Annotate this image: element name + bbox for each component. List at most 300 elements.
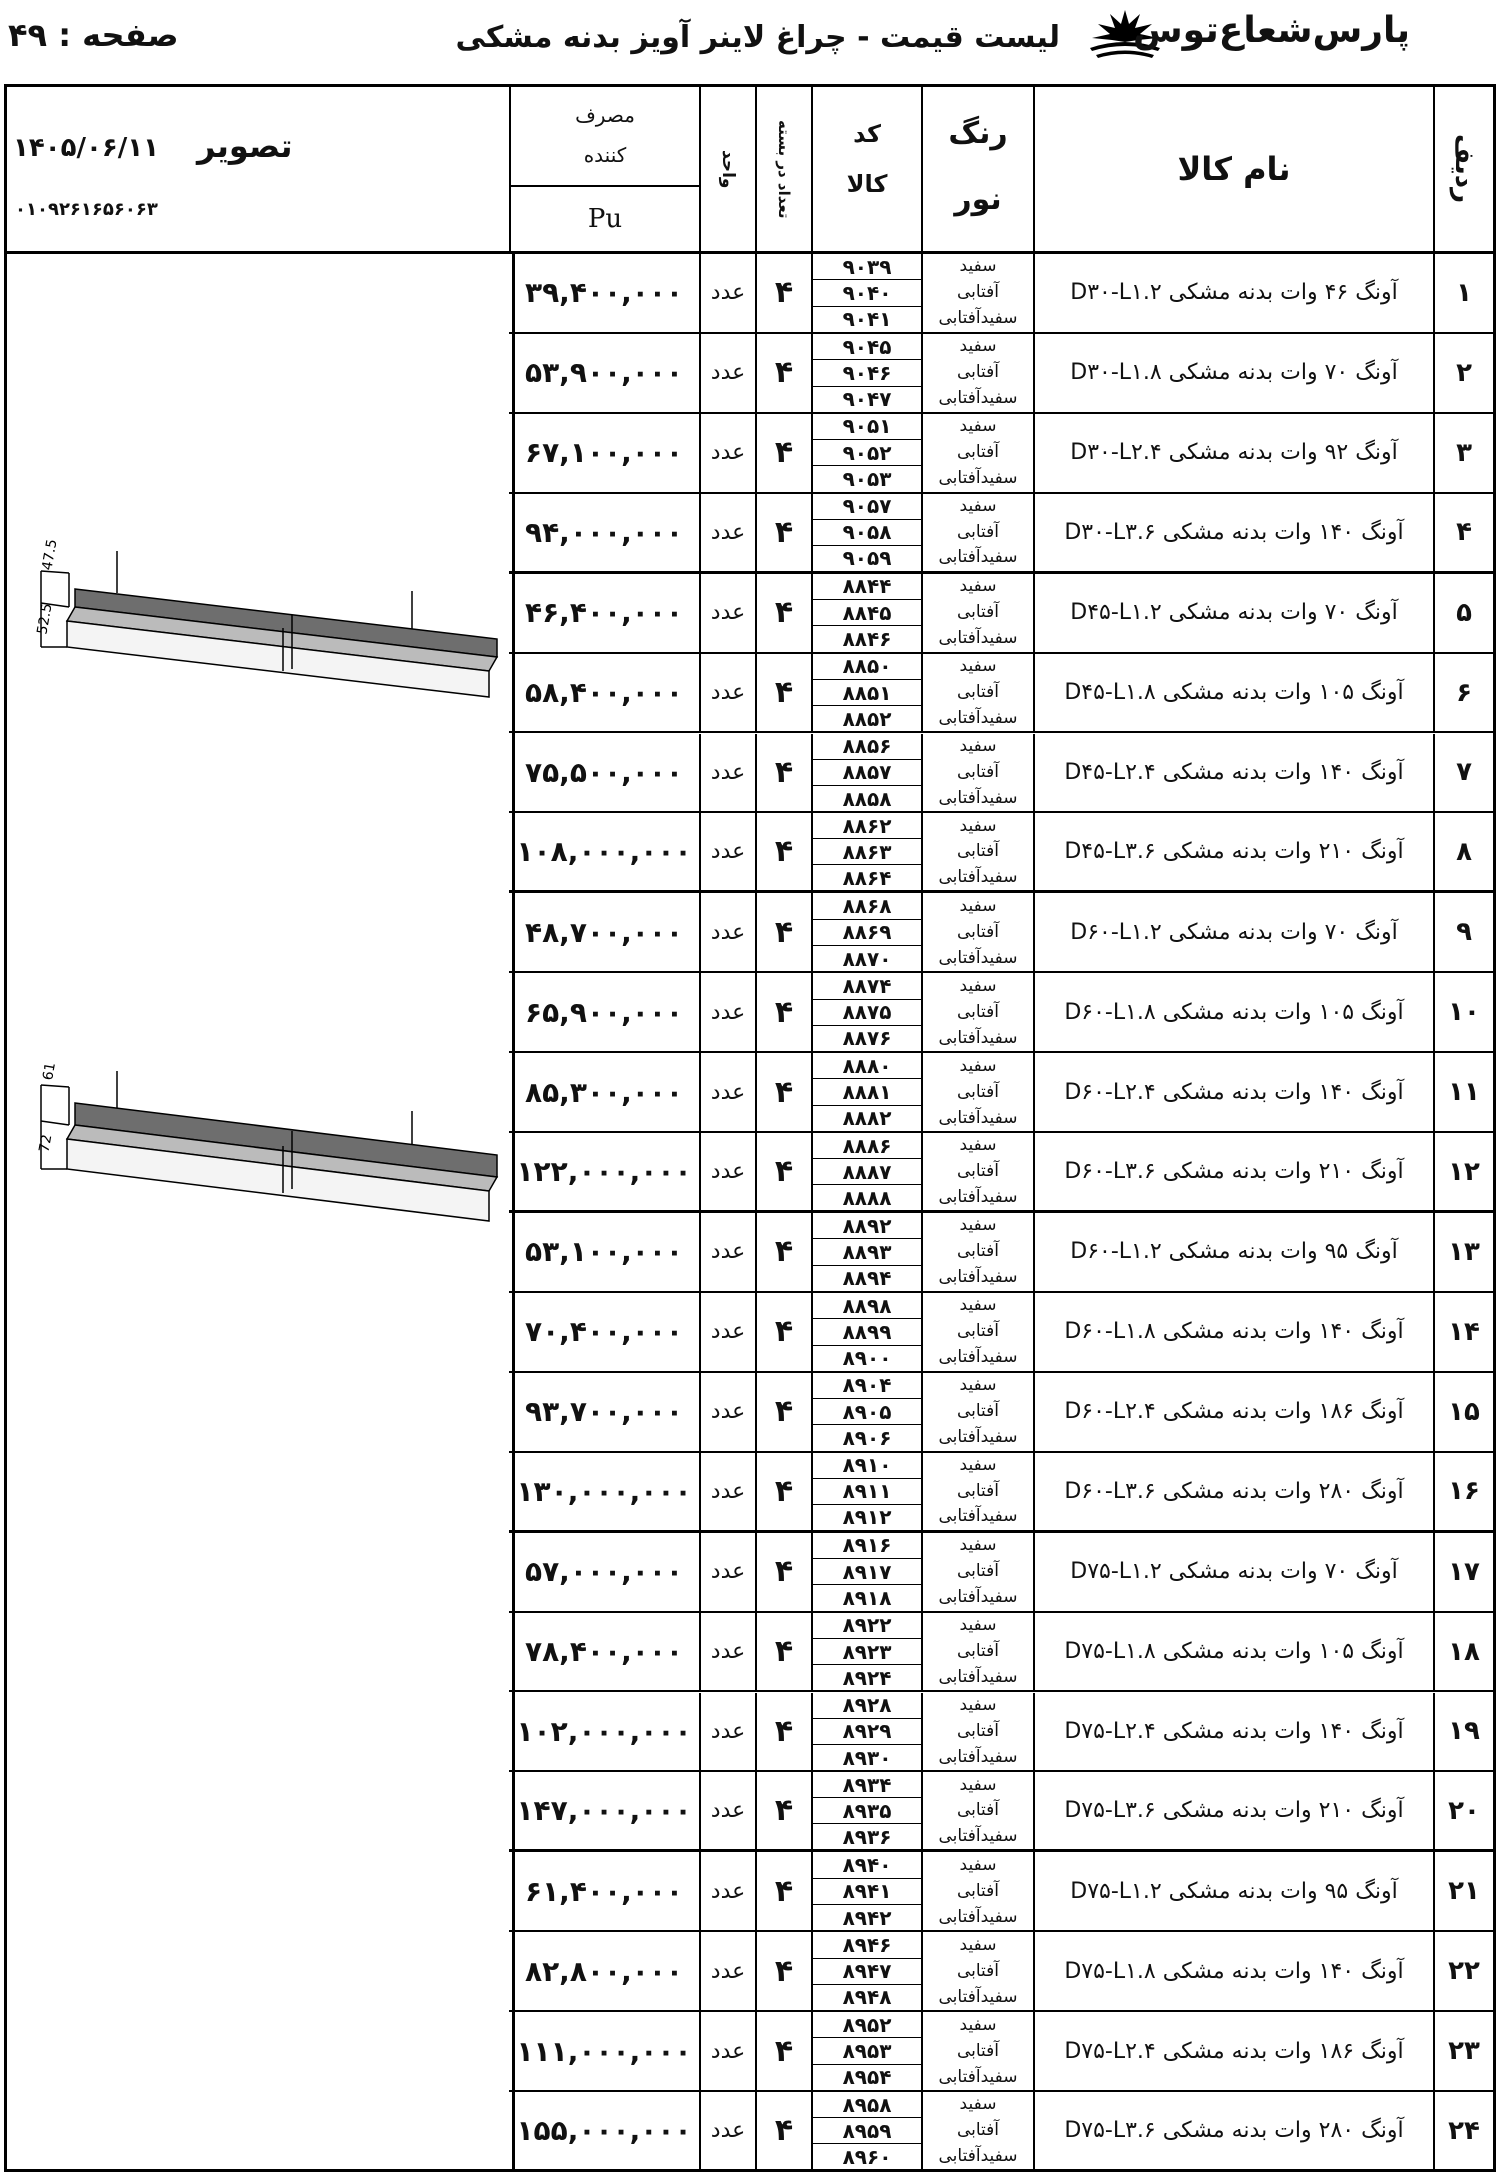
product-code: ۸۸۷۵ (813, 1000, 921, 1026)
product-name: آونگ ۷۰ وات بدنه مشکی D۷۵-L۱.۲ (1033, 1533, 1433, 1611)
product-name: آونگ ۱۴۰ وات بدنه مشکی D۷۵-L۲.۴ (1033, 1693, 1433, 1771)
unit: عدد (699, 1213, 755, 1291)
product-code: ۸۸۵۰ (813, 654, 921, 680)
table-body (7, 251, 1493, 2169)
product-code: ۸۸۶۴ (842, 865, 892, 890)
product-code: ۸۹۳۶ (842, 1824, 892, 1849)
light-color-list (921, 1852, 1033, 1930)
product-code-label-2: کالا (846, 170, 888, 198)
product-code: ۸۹۵۹ (813, 2118, 921, 2144)
light-color-option: آفتابی (956, 1561, 1000, 1582)
light-color-list (921, 734, 1033, 812)
consumer-price: ۸۵,۳۰۰,۰۰۰ (525, 1075, 683, 1109)
unit: عدد (699, 893, 755, 971)
product-code: ۸۸۶۲ (813, 813, 921, 839)
consumer-price: ۱۳۰,۰۰۰,۰۰۰ (516, 1474, 692, 1508)
product-code: ۸۸۶۳ (813, 839, 921, 865)
light-color-option: سفید (959, 1694, 997, 1715)
consumer-price: ۷۸,۴۰۰,۰۰۰ (525, 1635, 683, 1669)
table-row (509, 1053, 1493, 1133)
row-number: ۱۱ (1433, 1053, 1493, 1131)
product-code: ۸۹۳۰ (842, 1745, 892, 1770)
table-row (509, 2092, 1493, 2172)
product-code: ۹۰۴۷ (842, 387, 892, 412)
product-code-list (811, 1932, 921, 2010)
row-number: ۶ (1433, 654, 1493, 732)
consumer-price: ۹۴,۰۰۰,۰۰۰ (525, 515, 683, 549)
consumer-price: ۶۷,۱۰۰,۰۰۰ (525, 436, 683, 470)
light-color-list (921, 2092, 1033, 2169)
header-light-color (921, 87, 1033, 251)
product-code-list (811, 2012, 921, 2090)
header-product-name: نام کالا (1033, 87, 1433, 251)
brand-logo (1080, 4, 1410, 64)
product-code: ۸۹۰۰ (842, 1346, 892, 1371)
light-color-option: سفیدآفتابی (938, 628, 1018, 649)
light-color-option: سفید (959, 496, 997, 517)
table-row (509, 1852, 1493, 1932)
product-name: آونگ ۲۱۰ وات بدنه مشکی D۴۵-L۳.۶ (1033, 813, 1433, 890)
unit: عدد (699, 1932, 755, 2010)
consumer-price: ۵۳,۱۰۰,۰۰۰ (525, 1235, 683, 1269)
row-number: ۱۲ (1433, 1133, 1493, 1210)
light-color-list (921, 893, 1033, 971)
product-name: آونگ ۹۲ وات بدنه مشکی D۳۰-L۲.۴ (1033, 414, 1433, 492)
light-color-option: آفتابی (956, 2040, 1000, 2061)
product-code-label-1: کد (853, 120, 881, 148)
product-code: ۹۰۳۹ (813, 254, 921, 280)
row-number: ۵ (1433, 574, 1493, 652)
product-name: آونگ ۱۰۵ وات بدنه مشکی D۶۰-L۱.۸ (1033, 973, 1433, 1051)
product-code-list (811, 1453, 921, 1530)
unit: عدد (699, 973, 755, 1051)
light-color-option: آفتابی (956, 921, 1000, 942)
light-color-option: سفیدآفتابی (938, 1107, 1018, 1128)
light-color-option: آفتابی (956, 1161, 1000, 1182)
product-code: ۸۹۰۴ (813, 1373, 921, 1399)
light-color-option: سفید (959, 656, 997, 677)
consumer-price: ۱۰۸,۰۰۰,۰۰۰ (516, 835, 692, 869)
unit: عدد (699, 414, 755, 492)
product-name: آونگ ۲۸۰ وات بدنه مشکی D۷۵-L۳.۶ (1033, 2092, 1433, 2169)
product-code-list (811, 334, 921, 412)
consumer-price: ۷۰,۴۰۰,۰۰۰ (525, 1315, 683, 1349)
product-code: ۸۸۷۰ (842, 946, 892, 971)
product-code-list (811, 973, 921, 1051)
product-name: آونگ ۱۴۰ وات بدنه مشکی D۴۵-L۲.۴ (1033, 734, 1433, 812)
row-number: ۲۱ (1433, 1852, 1493, 1930)
light-color-list (921, 1613, 1033, 1691)
light-color-option: سفیدآفتابی (938, 2145, 1018, 2166)
product-code-list (811, 1533, 921, 1611)
product-code-list (811, 574, 921, 652)
light-color-option: سفیدآفتابی (938, 2066, 1018, 2087)
product-code-list (811, 1373, 921, 1451)
light-color-option: سفیدآفتابی (938, 547, 1018, 568)
light-color-option: سفید (959, 1135, 997, 1156)
page-number: صفحه : ۴۹ (8, 16, 179, 54)
row-number: ۱۵ (1433, 1373, 1493, 1451)
light-color-label-2: نور (954, 182, 1002, 217)
light-color-list (921, 1293, 1033, 1371)
product-code-list (811, 893, 921, 971)
pack-count: ۴ (755, 2092, 811, 2169)
row-number: ۱۶ (1433, 1453, 1493, 1530)
row-number: ۲۴ (1433, 2092, 1493, 2169)
light-color-option: آفتابی (956, 841, 1000, 862)
product-code: ۸۸۵۱ (813, 680, 921, 706)
consumer-price: ۳۹,۴۰۰,۰۰۰ (525, 276, 683, 310)
brand-name: پارس‌شعاع‌توس (1132, 10, 1410, 51)
product-name: آونگ ۷۰ وات بدنه مشکی D۴۵-L۱.۲ (1033, 574, 1433, 652)
product-code: ۸۹۵۳ (813, 2038, 921, 2064)
light-color-option: سفید (959, 1535, 997, 1556)
product-code-list (811, 1772, 921, 1849)
product-code-list (811, 254, 921, 332)
dim-side-label: 72 (36, 1133, 56, 1154)
product-code: ۸۹۲۳ (813, 1639, 921, 1665)
pack-count: ۴ (755, 813, 811, 890)
consumer-price-label-2: کننده (583, 143, 627, 167)
table-row (509, 1213, 1493, 1293)
light-color-option: آفتابی (956, 362, 1000, 383)
pack-count: ۴ (755, 2012, 811, 2090)
table-row (509, 1932, 1493, 2012)
product-code-list (811, 1293, 921, 1371)
unit: عدد (699, 1772, 755, 1849)
consumer-price: ۶۵,۹۰۰,۰۰۰ (525, 995, 683, 1029)
light-color-option: سفید (959, 1055, 997, 1076)
light-color-list (921, 574, 1033, 652)
price-table (4, 84, 1496, 2172)
product-code: ۸۹۴۱ (813, 1879, 921, 1905)
product-name: آونگ ۱۴۰ وات بدنه مشکی D۳۰-L۳.۶ (1033, 494, 1433, 571)
light-color-option: سفیدآفتابی (938, 1506, 1018, 1527)
product-code-list (811, 1852, 921, 1930)
product-code: ۹۰۴۰ (813, 280, 921, 306)
product-code: ۹۰۵۸ (813, 520, 921, 546)
row-number: ۴ (1433, 494, 1493, 571)
unit: عدد (699, 334, 755, 412)
header-unit (699, 87, 755, 251)
product-code: ۸۹۱۶ (813, 1533, 921, 1559)
unit: عدد (699, 654, 755, 732)
table-row (509, 813, 1493, 893)
light-color-option: سفیدآفتابی (938, 787, 1018, 808)
product-code: ۸۸۷۴ (813, 973, 921, 999)
unit: عدد (699, 574, 755, 652)
light-color-label-1: رنگ (948, 116, 1008, 151)
unit: عدد (699, 1852, 755, 1930)
light-color-list (921, 1133, 1033, 1210)
row-number: ۳ (1433, 414, 1493, 492)
unit: عدد (699, 1133, 755, 1210)
light-color-option: سفیدآفتابی (938, 1587, 1018, 1608)
light-color-option: سفید (959, 2014, 997, 2035)
consumer-price: ۵۸,۴۰۰,۰۰۰ (525, 676, 683, 710)
consumer-price: ۵۳,۹۰۰,۰۰۰ (525, 356, 683, 390)
unit: عدد (699, 734, 755, 812)
product-code: ۸۹۵۲ (813, 2012, 921, 2038)
consumer-price: ۶۱,۴۰۰,۰۰۰ (525, 1874, 683, 1908)
product-name: آونگ ۲۱۰ وات بدنه مشکی D۷۵-L۳.۶ (1033, 1772, 1433, 1849)
product-code: ۹۰۴۵ (813, 334, 921, 360)
light-color-list (921, 1453, 1033, 1530)
product-code: ۹۰۵۱ (813, 414, 921, 440)
row-number-label: ردیف (1449, 134, 1479, 204)
table-row (509, 494, 1493, 574)
header-consumer-price (509, 87, 699, 251)
light-color-list (921, 1373, 1033, 1451)
product-code: ۸۸۴۴ (813, 574, 921, 600)
row-number: ۸ (1433, 813, 1493, 890)
product-code: ۸۸۵۷ (813, 760, 921, 786)
product-code: ۹۰۵۷ (813, 494, 921, 520)
product-code: ۸۹۱۷ (813, 1559, 921, 1585)
unit: عدد (699, 254, 755, 332)
unit: عدد (699, 1373, 755, 1451)
light-color-option: آفتابی (956, 1641, 1000, 1662)
light-color-option: آفتابی (956, 1321, 1000, 1342)
light-color-option: سفیدآفتابی (938, 308, 1018, 329)
header-image (7, 87, 515, 251)
table-row (509, 254, 1493, 334)
light-color-option: سفیدآفتابی (938, 1667, 1018, 1687)
product-code: ۸۹۶۰ (842, 2144, 892, 2169)
light-color-option: آفتابی (956, 682, 1000, 703)
pack-count: ۴ (755, 334, 811, 412)
product-code-list (811, 494, 921, 571)
light-color-list (921, 1772, 1033, 1849)
product-code: ۸۸۴۶ (842, 626, 892, 651)
table-row (509, 1772, 1493, 1852)
light-color-list (921, 1693, 1033, 1771)
consumer-price: ۱۵۵,۰۰۰,۰۰۰ (516, 2114, 692, 2148)
pack-count: ۴ (755, 1932, 811, 2010)
light-color-option: سفید (959, 336, 997, 357)
unit: عدد (699, 2092, 755, 2169)
row-number: ۱۸ (1433, 1613, 1493, 1691)
unit: عدد (699, 1293, 755, 1371)
light-color-list (921, 1213, 1033, 1291)
product-code: ۸۸۸۱ (813, 1079, 921, 1105)
dim-side-label: 52.5 (34, 602, 56, 636)
product-code: ۸۹۳۴ (813, 1772, 921, 1798)
light-color-option: آفتابی (956, 1001, 1000, 1022)
light-color-list (921, 813, 1033, 890)
unit: عدد (699, 1693, 755, 1771)
pack-count: ۴ (755, 1772, 811, 1849)
consumer-price: ۱۰۲,۰۰۰,۰۰۰ (516, 1714, 692, 1748)
consumer-price: ۵۷,۰۰۰,۰۰۰ (525, 1555, 683, 1589)
product-code: ۸۹۴۷ (813, 1959, 921, 1985)
unit: عدد (699, 813, 755, 890)
light-color-option: آفتابی (956, 1800, 1000, 1821)
light-color-option: سفیدآفتابی (938, 708, 1018, 728)
pack-count: ۴ (755, 574, 811, 652)
light-color-option: سفید (959, 735, 997, 756)
unit: عدد (699, 1533, 755, 1611)
unit-label: واحد (718, 149, 738, 189)
unit: عدد (699, 1053, 755, 1131)
light-color-option: سفید (959, 1934, 997, 1955)
product-code: ۸۹۱۲ (842, 1505, 892, 1530)
product-name: آونگ ۷۰ وات بدنه مشکی D۶۰-L۱.۲ (1033, 893, 1433, 971)
pack-count: ۴ (755, 893, 811, 971)
product-code: ۹۰۵۹ (842, 546, 892, 571)
dim-top-label: 61 (40, 1061, 59, 1082)
light-color-option: سفیدآفتابی (938, 1746, 1018, 1767)
product-code: ۸۹۲۸ (813, 1693, 921, 1719)
pack-count: ۴ (755, 973, 811, 1051)
light-color-option: سفیدآفتابی (938, 1826, 1018, 1846)
product-code: ۸۸۵۶ (813, 734, 921, 760)
light-color-option: سفیدآفتابی (938, 867, 1018, 887)
product-name: آونگ ۱۸۶ وات بدنه مشکی D۶۰-L۲.۴ (1033, 1373, 1433, 1451)
light-color-option: سفید (959, 576, 997, 597)
product-name: آونگ ۱۰۵ وات بدنه مشکی D۷۵-L۱.۸ (1033, 1613, 1433, 1691)
product-code: ۸۸۶۸ (813, 893, 921, 919)
price-list-date: ۱۴۰۵/۰۶/۱۱ (13, 133, 159, 163)
product-code: ۸۸۷۶ (842, 1026, 892, 1051)
row-number: ۱۰ (1433, 973, 1493, 1051)
product-code: ۸۹۴۲ (842, 1905, 892, 1930)
product-name: آونگ ۴۶ وات بدنه مشکی D۳۰-L۱.۲ (1033, 254, 1433, 332)
light-color-option: سفیدآفتابی (938, 1267, 1018, 1288)
light-color-option: سفیدآفتابی (938, 1027, 1018, 1048)
light-color-option: آفتابی (956, 442, 1000, 463)
product-code: ۸۸۴۵ (813, 600, 921, 626)
product-code: ۸۸۹۸ (813, 1293, 921, 1319)
light-color-list (921, 414, 1033, 492)
product-code-list (811, 654, 921, 732)
product-code: ۸۹۲۹ (813, 1719, 921, 1745)
product-code: ۸۹۱۰ (813, 1453, 921, 1479)
pack-count: ۴ (755, 414, 811, 492)
product-code: ۸۹۴۶ (813, 1932, 921, 1958)
row-number: ۲۳ (1433, 2012, 1493, 2090)
contact-phone: ۰۱۰۹۲۶۱۶۵۶۰۶۳ (15, 199, 158, 220)
pack-count: ۴ (755, 654, 811, 732)
product-code-list (811, 1693, 921, 1771)
product-code: ۸۸۶۹ (813, 920, 921, 946)
light-color-option: سفیدآفتابی (938, 1986, 1018, 2007)
price-unit-label: Pu (587, 204, 623, 234)
pack-count: ۴ (755, 734, 811, 812)
light-color-option: سفید (959, 895, 997, 916)
product-code: ۸۸۸۶ (813, 1133, 921, 1159)
product-name: آونگ ۹۵ وات بدنه مشکی D۶۰-L۱.۲ (1033, 1213, 1433, 1291)
product-name: آونگ ۲۸۰ وات بدنه مشکی D۶۰-L۳.۶ (1033, 1453, 1433, 1530)
product-code: ۸۹۳۵ (813, 1798, 921, 1824)
light-color-option: سفیدآفتابی (938, 468, 1018, 489)
product-name: آونگ ۲۱۰ وات بدنه مشکی D۶۰-L۳.۶ (1033, 1133, 1433, 1210)
light-color-option: سفیدآفتابی (938, 1347, 1018, 1368)
row-number: ۲۲ (1433, 1932, 1493, 2010)
light-color-list (921, 2012, 1033, 2090)
product-name: آونگ ۱۰۵ وات بدنه مشکی D۴۵-L۱.۸ (1033, 654, 1433, 732)
pack-count: ۴ (755, 1373, 811, 1451)
light-color-option: آفتابی (956, 521, 1000, 542)
light-color-option: سفید (959, 1215, 997, 1236)
light-color-list (921, 334, 1033, 412)
product-code: ۸۹۲۴ (842, 1665, 892, 1690)
light-color-option: سفید (959, 1854, 997, 1875)
row-number: ۲۰ (1433, 1772, 1493, 1849)
product-code: ۸۸۸۸ (842, 1185, 892, 1210)
row-number: ۱۳ (1433, 1213, 1493, 1291)
product-code-list (811, 414, 921, 492)
table-row (509, 1293, 1493, 1373)
product-code: ۸۸۹۴ (842, 1266, 892, 1291)
product-code: ۸۹۱۱ (813, 1479, 921, 1505)
table-row (509, 574, 1493, 654)
table-row (509, 893, 1493, 973)
table-row (509, 1133, 1493, 1213)
product-code: ۸۹۴۸ (842, 1985, 892, 2010)
product-code: ۸۸۸۷ (813, 1159, 921, 1185)
product-code: ۸۹۰۶ (842, 1426, 892, 1451)
consumer-price: ۷۵,۵۰۰,۰۰۰ (525, 755, 683, 789)
table-row (509, 1533, 1493, 1613)
light-color-option: سفیدآفتابی (938, 1906, 1018, 1927)
product-code-list (811, 1613, 921, 1691)
pack-count: ۴ (755, 1053, 811, 1131)
light-color-option: آفتابی (956, 2120, 1000, 2141)
table-row (509, 334, 1493, 414)
product-code-list (811, 813, 921, 890)
table-row (509, 654, 1493, 734)
row-number: ۹ (1433, 893, 1493, 971)
light-color-option: آفتابی (956, 1081, 1000, 1102)
product-code: ۸۹۰۵ (813, 1399, 921, 1425)
unit: عدد (699, 1613, 755, 1691)
light-color-list (921, 1053, 1033, 1131)
light-color-option: سفیدآفتابی (938, 388, 1018, 409)
product-code: ۹۰۴۱ (842, 307, 892, 332)
light-color-option: آفتابی (956, 1960, 1000, 1981)
consumer-price: ۴۶,۴۰۰,۰۰۰ (525, 596, 683, 630)
light-color-list (921, 494, 1033, 571)
light-color-option: سفید (959, 2094, 997, 2115)
row-number: ۱۷ (1433, 1533, 1493, 1611)
light-color-option: آفتابی (956, 1480, 1000, 1501)
light-color-list (921, 254, 1033, 332)
header-product-code (811, 87, 921, 251)
product-code: ۸۹۵۴ (842, 2065, 892, 2090)
product-code-list (811, 1133, 921, 1210)
table-row (509, 734, 1493, 814)
product-code-list (811, 734, 921, 812)
light-color-option: سفید (959, 1375, 997, 1396)
product-code: ۸۹۱۸ (842, 1585, 892, 1610)
product-code: ۸۹۴۰ (813, 1852, 921, 1878)
light-color-option: آفتابی (956, 282, 1000, 303)
product-name: آونگ ۱۸۶ وات بدنه مشکی D۷۵-L۲.۴ (1033, 2012, 1433, 2090)
consumer-price: ۴۸,۷۰۰,۰۰۰ (525, 915, 683, 949)
header-row-number (1433, 87, 1493, 251)
pack-count: ۴ (755, 1453, 811, 1530)
pack-count: ۴ (755, 1133, 811, 1210)
light-color-list (921, 1533, 1033, 1611)
light-color-option: آفتابی (956, 1880, 1000, 1901)
row-number: ۱۹ (1433, 1693, 1493, 1771)
unit: عدد (699, 494, 755, 571)
pack-count-label: تعداد در بسته (775, 119, 793, 219)
product-code: ۸۹۲۲ (813, 1613, 921, 1639)
unit: عدد (699, 1453, 755, 1530)
row-number: ۱ (1433, 254, 1493, 332)
